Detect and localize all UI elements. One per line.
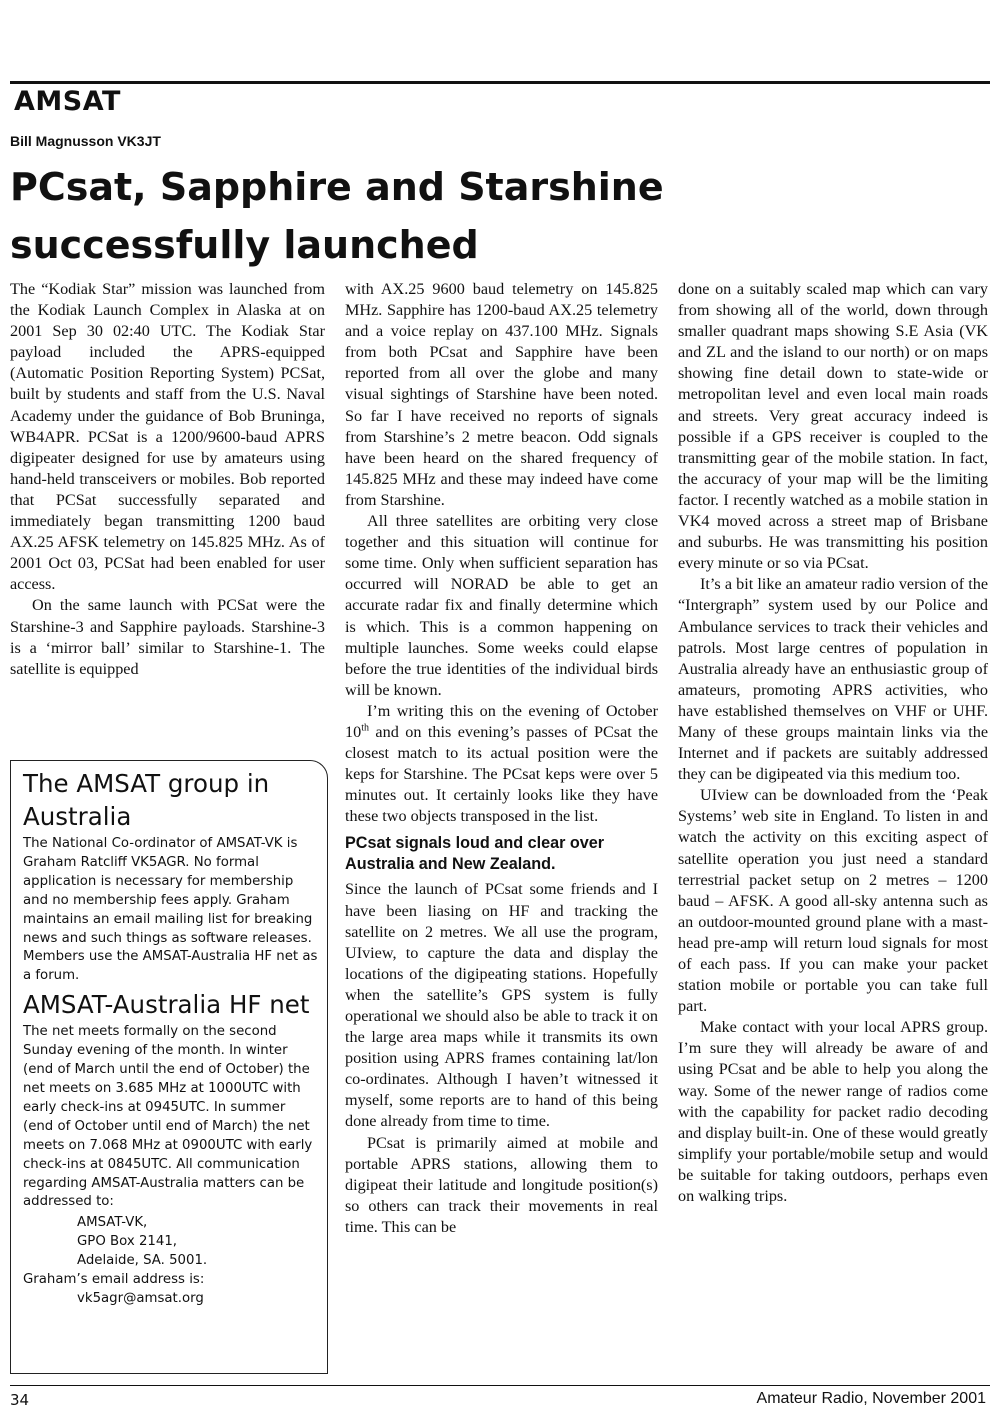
paragraph-text: and on this evening’s passes of PCsat the closest match to its actual position were the keps for Starshine. The PCsat keps were over 5 minutes out. It certainly looks like they have these two objects transposed in the list. — [345, 722, 658, 826]
author-byline: Bill Magnusson VK3JT — [10, 133, 161, 149]
superscript: th — [361, 722, 369, 734]
sidebar-title-hf-net: AMSAT-Australia HF net — [23, 990, 310, 1020]
header-rule — [10, 81, 990, 84]
footer-rule — [10, 1385, 990, 1386]
postal-address-line: AMSAT-VK, — [77, 1215, 148, 1231]
email-address: vk5agr@amsat.org — [77, 1290, 204, 1306]
paragraph: It’s a bit like an amateur radio version of the “Intergraph” system used by our Police and Ambulance services to track their vehicles and patrols. Most large centres of population in Australia already have an enthusiastic group of amateurs, promoting APRS activities, who have established themselves on VHF or UHF. Many of these groups maintain links via the Internet and if packets are suitably addressed they can be digipeated via this medium too. — [678, 575, 988, 784]
section-heading: AMSAT — [14, 86, 121, 117]
article-title-line-1: PCsat, Sapphire and Starshine — [10, 165, 664, 209]
column-2 — [345, 279, 658, 1238]
paragraph: UIview can be downloaded from the ‘Peak Systems’ web site in England. To listen in and watch the activity on this exciting aspect of satellite operation you just need a standard terrestrial packet setup on 2 metres – 1200 baud – AFSK. A good all-sky antenna such as an outdoor-mounted ground plane with a mast-head pre-amp will return loud signals for most of each pass. If you can make your packet station mobile or portable you can take full part. — [678, 786, 988, 1016]
paragraph: Since the launch of PCsat some friends and I have been liasing on HF and tracking the satellite on 2 metres. We all use the program, UIview, to capture the data and display the locations of the digipeating stations. Hopefully when the satellite’s GPS system is fully operational we should also be able to track it on the large area maps while it transmits its own position using APRS frames containing lat/lon co-ordinates. Although I haven’t witnessed it myself, some reports are to hand of this being done already from time to time. — [345, 880, 658, 1131]
paragraph: PCsat is primarily aimed at mobile and portable APRS stations, allowing them to digipeat their latitude and longitude position(s) so others can track their movements in real time. This can be — [345, 1133, 658, 1236]
email-intro: Graham’s email address is: — [23, 1272, 205, 1288]
column-1 — [10, 279, 325, 680]
sidebar-title-amsat-group: The AMSAT group in Australia — [23, 769, 270, 831]
postal-address-line: GPO Box 2141, — [77, 1234, 178, 1250]
postal-address-line: Adelaide, SA. 5001. — [77, 1253, 208, 1269]
paragraph: On the same launch with PCSat were the Starshine-3 and Sapphire payloads. Starshine-3 is a ‘mirror ball’ similar to Starshine-1. The satellite is equipped — [10, 596, 325, 678]
column-3 — [678, 279, 988, 1207]
paragraph: The “Kodiak Star” mission was launched from the Kodiak Launch Complex in Alaska at on 2001 Sep 30 02:40 UTC. The Kodiak Star payload included the APRS-equipped (Automatic Position Reporting System) PCSat, built by students and staff from the U.S. Naval Academy under the guidance of Bob Bruninga, WB4APR. PCSat is a 1200/9600-baud APRS digipeater designed for use by amateurs using hand-held transceivers or mobiles. Bob reported that PCSat successfully separated and immediately began transmitting 1200 baud AX.25 AFSK telemetry on 145.825 MHz. As of 2001 Oct 03, PCSat had been enabled for user access. — [10, 280, 325, 594]
article-title-line-2: successfully launched — [10, 223, 479, 267]
paragraph-text: I’m writing this on the evening of October 10 — [345, 701, 658, 741]
subheading: PCsat signals loud and clear over Australia and New Zealand. — [345, 834, 605, 874]
sidebar-text: The National Co-ordinator of AMSAT-VK is Graham Ratcliff VK5AGR. No formal application is necessary for membership and no membership fees apply. Graham maintains an email mailing list for breaking news and such things as software releases. Members use the AMSAT-Australia HF net as a forum. — [23, 836, 318, 984]
article-title — [10, 158, 1000, 274]
publication-info: Amateur Radio, November 2001 — [756, 1390, 986, 1407]
paragraph: done on a suitably scaled map which can vary from showing all of the world, down through smaller quadrant maps showing S.E Asia (VK and ZL and the island to our north) or on maps showing fine detail down to state-wide or metropolitan level and even local main roads and streets. Very great accuracy indeed is possible if a GPS receiver is coupled to the transmitting gear of the mobile station. In fact, the accuracy of your map will be the limiting factor. I recently watched as a mobile station in VK4 moved across a street map of Brisbane and suburbs. He was transmitting his position every minute or so via PCsat. — [678, 280, 988, 573]
sidebar-box — [10, 760, 328, 1374]
page-number: 34 — [10, 1391, 30, 1409]
paragraph — [345, 701, 658, 828]
paragraph: All three satellites are orbiting very close together and this situation will continue for some time. Only when sufficient separation has occurred will NORAD be able to get an accurate radar fix and finally determine which is which. This is a common happening on multiple launches. Some weeks could elapse before the true identities of the individual birds will be known. — [345, 512, 658, 699]
sidebar-text: The net meets formally on the second Sunday evening of the month. In winter (end of March until the end of October) the net meets on 3.685 MHz at 1000UTC with early check-ins at 0945UTC. In summer (end of October until end of March) the net meets on 7.068 MHz at 0900UTC with early check-ins at 0845UTC. All communication regarding AMSAT-Australia matters can be addressed to: — [23, 1024, 313, 1210]
paragraph: Make contact with your local APRS group. I’m sure they will already be aware of and using PCsat and be able to help you along the way. Some of the newer range of radios come with the capability for packet radio decoding and display built-in. One of these would greatly simplify your portable/mobile setup and would be suitable for taking outdoors, perhaps even on walking trips. — [678, 1018, 988, 1206]
paragraph: with AX.25 9600 baud telemetry on 145.825 MHz. Sapphire has 1200-baud AX.25 telemetry and a voice replay on 437.100 MHz. Signals from both PCsat and Sapphire have been reported from all over the globe and many visual sightings of Starshine have been noted. So far I have received no reports of signals from Starshine’s 2 metre beacon. Odd signals have been heard on the shared frequency of 145.825 MHz and these may indeed have come from Starshine. — [345, 280, 658, 509]
